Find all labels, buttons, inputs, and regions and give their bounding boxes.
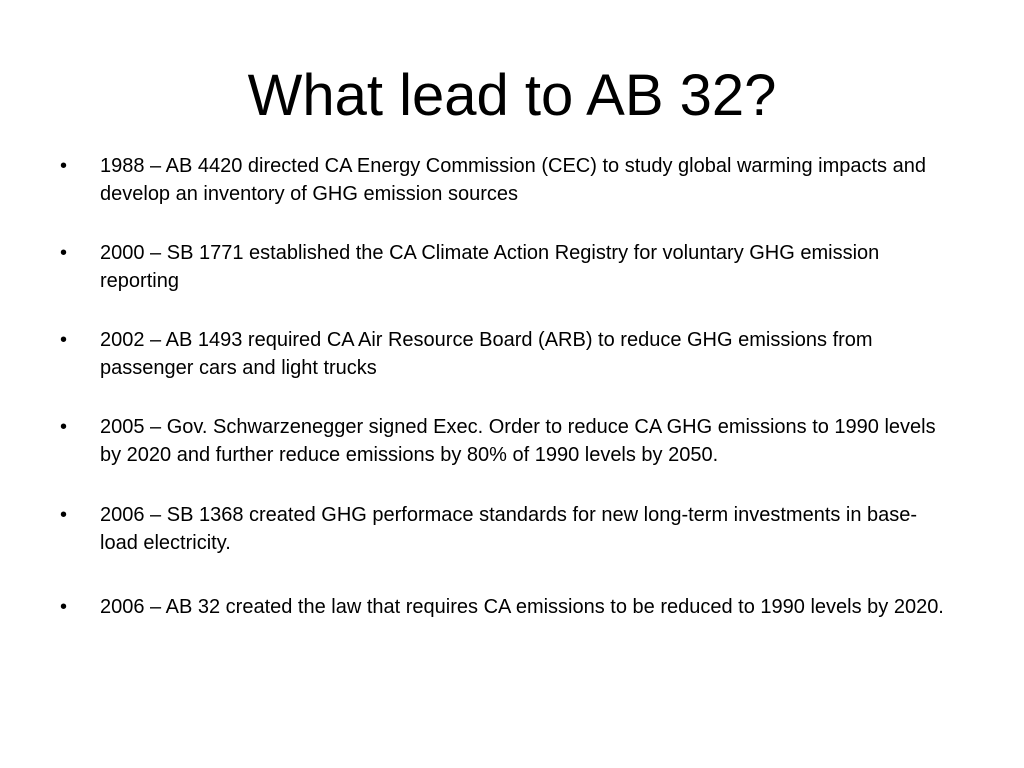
bullet-item-2006-ab-32 [56,593,956,621]
bullet-text: 2002 – AB 1493 required CA Air Resource Board (ARB) to reduce GHG emissions from passenger cars and light trucks [100,329,873,379]
bullet-icon: • [60,329,68,351]
bullet-icon: • [60,504,68,526]
bullet-item-2005-exec-order [56,413,956,469]
bullet-text: 2000 – SB 1771 established the CA Climate Action Registry for voluntary GHG emission reporting [100,242,880,292]
bullet-icon: • [60,416,68,438]
bullet-item-2006-sb-1368 [56,501,956,557]
slide-title: What lead to AB 32? [247,63,777,128]
bullet-icon: • [60,155,68,177]
bullet-icon: • [60,242,68,264]
bullet-item-1988-ab-4420 [56,152,956,208]
bullet-text: 2006 – SB 1368 created GHG performace standards for new long-term investments in base-load electricity. [100,504,918,554]
bullet-text: 2006 – AB 32 created the law that requires CA emissions to be reduced to 1990 levels by 2020. [100,596,944,618]
bullet-item-2002-ab-1493 [56,326,956,382]
bullet-item-2000-sb-1771 [56,239,956,295]
bullet-text: 1988 – AB 4420 directed CA Energy Commission (CEC) to study global warming impacts and develop an inventory of GHG emission sources [100,155,926,205]
bullet-icon: • [60,596,68,618]
bullet-text: 2005 – Gov. Schwarzenegger signed Exec. Order to reduce CA GHG emissions to 1990 levels by 2020 and further reduce emissions by 80% of 1990 levels by 2050. [100,416,936,466]
